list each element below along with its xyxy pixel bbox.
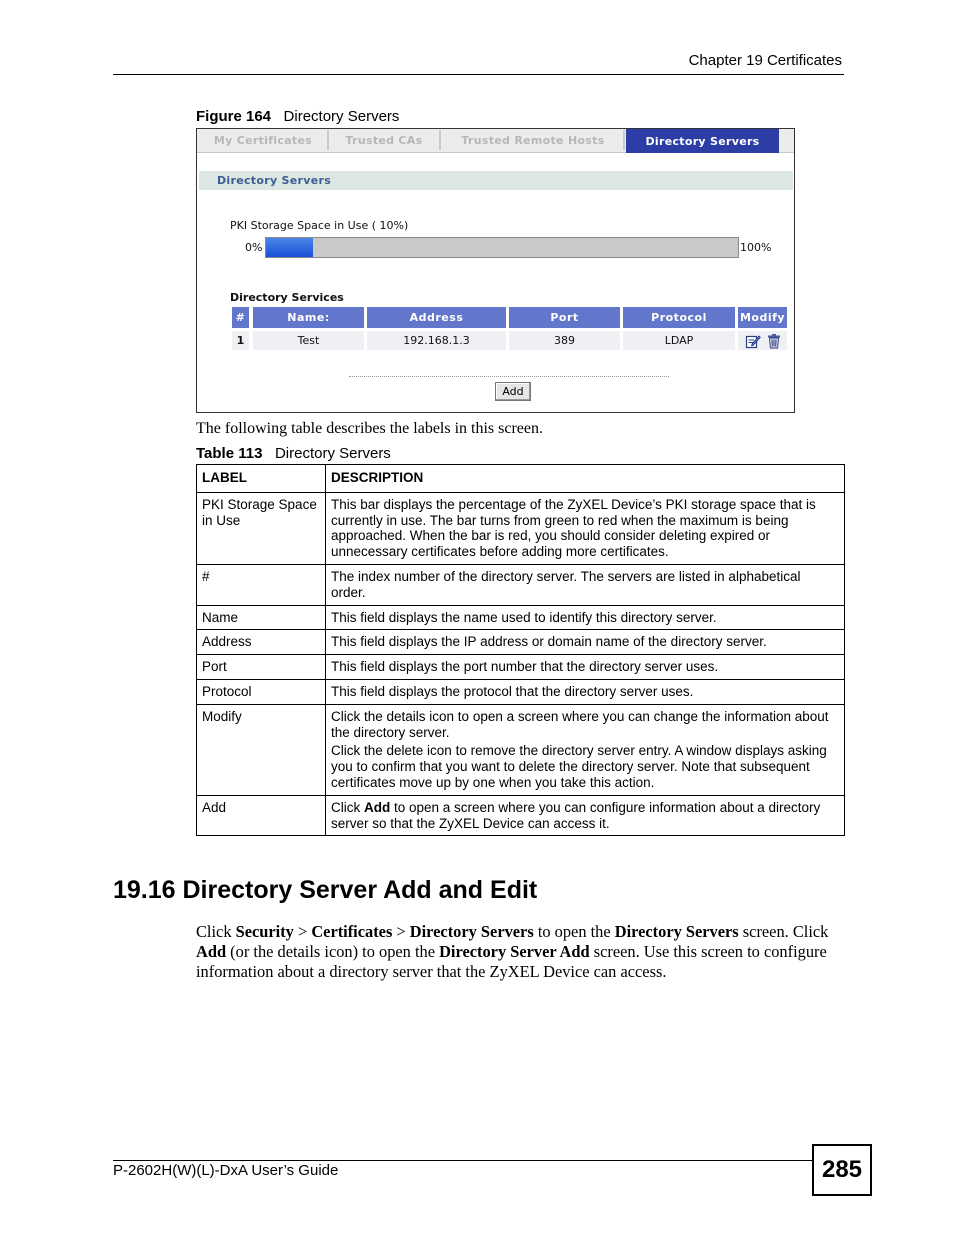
page-number: 285 [812, 1144, 872, 1196]
paragraph-text: (or the details icon) to open the [226, 942, 440, 961]
paragraph-text: > [293, 922, 312, 941]
row-label: PKI Storage Space in Use [197, 492, 326, 564]
table-header-row [197, 465, 845, 493]
description-text: Click the delete icon to remove the directory server entry. A window displays asking you to confirm that you want to delete the directory server. Note that subsequent certificates move up by one when you take this action. [331, 743, 827, 790]
row-label: Address [197, 630, 326, 655]
row-description [326, 564, 845, 605]
paragraph-bold-text: Directory Server Add [439, 942, 590, 961]
row-address: 192.168.1.3 [367, 331, 506, 350]
description-text [331, 800, 838, 832]
description-text: This field displays the IP address or domain name of the directory server. [331, 634, 767, 650]
description-text: This bar displays the percentage of the ZyXEL Device’s PKI storage space that is currently in use. The bar turns from green to red when the maximum is being approached. When the bar is red, you should consider deleting expired or unnecessary certificates before adding more certificates. [331, 496, 816, 560]
row-label: Name [197, 605, 326, 630]
header-rule [113, 74, 844, 75]
col-header-address: Address [367, 307, 506, 328]
row-index: 1 [232, 331, 249, 350]
row-description [326, 795, 845, 836]
footer-rule [113, 1160, 813, 1161]
table-row [197, 605, 845, 630]
table-row [197, 564, 845, 605]
col-header-port: Port [509, 307, 620, 328]
paragraph-bold-text: Add [196, 942, 227, 961]
description-text-bold: Add [364, 799, 391, 815]
delete-trash-icon[interactable] [767, 333, 781, 349]
table-row [197, 704, 845, 795]
row-description [326, 630, 845, 655]
guide-title: P-2602H(W)(L)-DxA User’s Guide [113, 1162, 339, 1179]
tab-trusted-cas[interactable]: Trusted CAs [329, 130, 441, 150]
bar-max-label: 100% [740, 241, 772, 254]
table-caption-text: Directory Servers [274, 445, 391, 462]
edit-details-icon[interactable] [745, 333, 761, 349]
label-description-table [196, 464, 845, 836]
row-label: Add [197, 795, 326, 836]
tab-directory-servers[interactable]: Directory Servers [626, 129, 779, 153]
row-label: Modify [197, 704, 326, 795]
table-row [197, 492, 845, 564]
paragraph-bold-text: Certificates [311, 922, 393, 941]
paragraph-text: to open the [533, 922, 615, 941]
description-text-part: to open a screen where you can configure information about a directory server so that the ZyXEL Device can access it. [331, 799, 821, 831]
row-protocol: LDAP [623, 331, 735, 350]
divider-dotted [349, 376, 669, 377]
row-description [326, 492, 845, 564]
table-caption [196, 445, 391, 462]
description-text: This field displays the name used to identify this directory server. [331, 609, 717, 625]
row-description [326, 679, 845, 704]
paragraph-bold-text: Directory Servers [614, 922, 739, 941]
header-label: LABEL [197, 465, 326, 493]
description-text: The index number of the directory server. The servers are listed in alphabetical order. [331, 568, 801, 600]
row-description [326, 655, 845, 680]
col-header-index: # [232, 307, 249, 328]
paragraph-bold-text: Security [235, 922, 294, 941]
table-row [197, 655, 845, 680]
paragraph-text: > [392, 922, 410, 941]
description-text: This field displays the port number that the directory server uses. [331, 659, 719, 675]
row-label: Port [197, 655, 326, 680]
chapter-header: Chapter 19 Certificates [688, 52, 842, 69]
description-text: Click the details icon to open a screen where you can change the information about the directory server. [331, 708, 829, 740]
figure-caption-label: Figure 164 [196, 108, 272, 125]
tab-my-certificates[interactable]: My Certificates [199, 130, 329, 150]
tab-bar [197, 129, 794, 153]
paragraph-text: Click [196, 922, 236, 941]
bar-min-label: 0% [245, 241, 263, 254]
row-label: # [197, 564, 326, 605]
directory-services-title: Directory Services [230, 291, 344, 304]
figure-caption [196, 108, 399, 125]
col-header-modify: Modify [738, 307, 787, 328]
table-row [197, 679, 845, 704]
section-heading: 19.16 Directory Server Add and Edit [113, 876, 538, 904]
row-description [326, 605, 845, 630]
pki-storage-label: PKI Storage Space in Use ( 10%) [230, 219, 409, 232]
row-description [326, 704, 845, 795]
description-text-part: Click [331, 799, 364, 815]
add-button[interactable]: Add [495, 382, 531, 401]
row-name: Test [253, 331, 364, 350]
header-description: DESCRIPTION [326, 465, 845, 493]
section-paragraph [196, 922, 846, 982]
paragraph-bold-text: Directory Servers [409, 922, 534, 941]
tab-trusted-remote-hosts[interactable]: Trusted Remote Hosts [443, 130, 625, 150]
intro-text: The following table describes the labels in this screen. [196, 420, 544, 437]
col-header-name: Name: [253, 307, 364, 328]
table-row [197, 795, 845, 836]
row-modify [738, 331, 787, 350]
directory-servers-screenshot [196, 128, 795, 413]
section-title-bar: Directory Servers [199, 171, 793, 190]
figure-caption-text: Directory Servers [283, 108, 400, 125]
pki-storage-bar [265, 237, 739, 258]
table-caption-label: Table 113 [196, 445, 263, 462]
row-label: Protocol [197, 679, 326, 704]
table-row [197, 630, 845, 655]
paragraph-text: screen. Use this screen to configure information about a directory server that the ZyXEL Device can access. [196, 942, 827, 981]
description-text: This field displays the protocol that the directory server uses. [331, 683, 694, 699]
pki-storage-bar-fill [266, 238, 313, 257]
col-header-protocol: Protocol [623, 307, 735, 328]
row-port: 389 [509, 331, 620, 350]
paragraph-text: screen. Click [738, 922, 829, 941]
